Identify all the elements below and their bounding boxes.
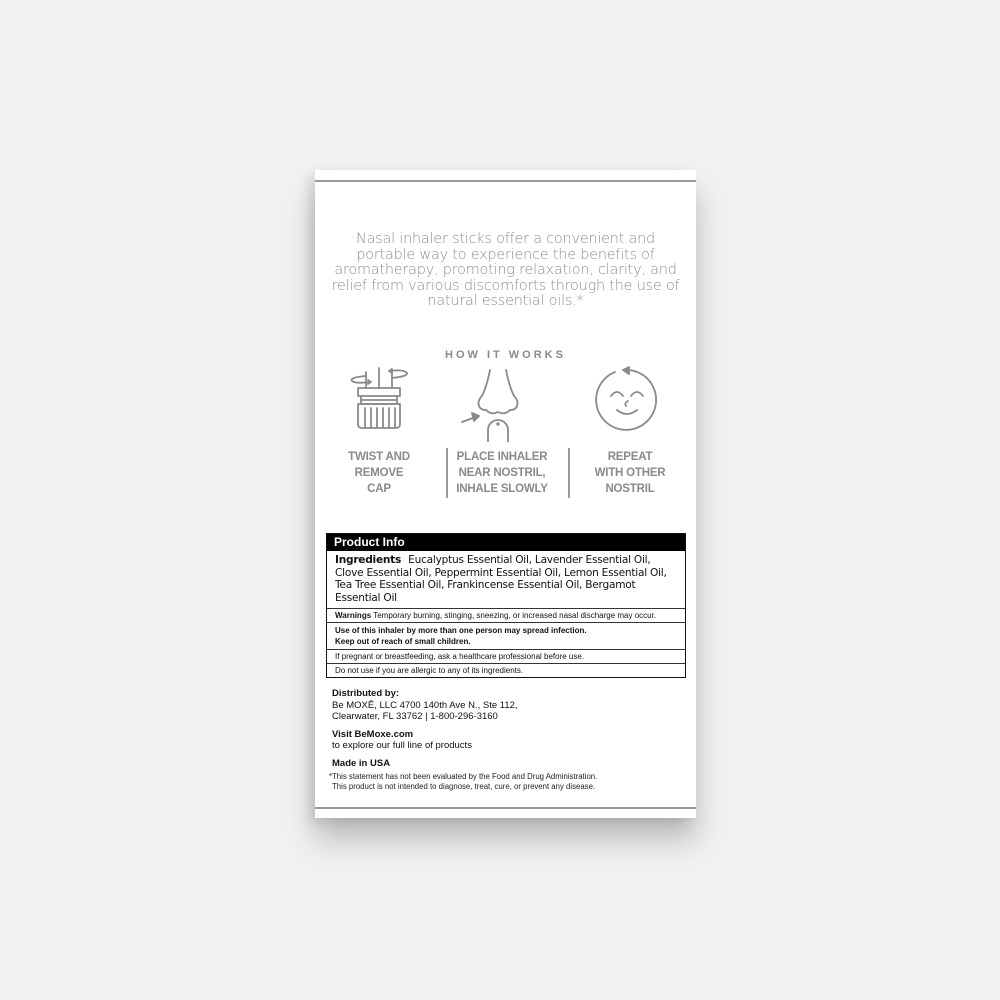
distributor-address-1: Be MOXĒ, LLC 4700 140th Ave N., Ste 112, xyxy=(332,699,518,711)
product-info-table xyxy=(326,533,686,678)
step-1-line-1: TWIST AND xyxy=(348,451,410,463)
bottom-fold-line xyxy=(315,807,696,809)
twist-cap-icon xyxy=(346,366,412,438)
warnings-text: Temporary burning, stinging, sneezing, or increased nasal discharge may occur. xyxy=(373,611,657,620)
children-warning: Keep out of reach of small children. xyxy=(335,637,471,646)
warnings-row xyxy=(327,608,685,622)
warnings-label: Warnings xyxy=(335,611,372,620)
ingredients-row xyxy=(327,551,685,608)
step-2-label xyxy=(447,449,557,497)
spread-infection-row xyxy=(327,622,685,649)
fda-disclaimer xyxy=(329,772,597,792)
ingredients-text: Eucalyptus Essential Oil, Lavender Essential Oil, Clove Essential Oil, Peppermint Essential Oil, Lemon Essential Oil, Tea Tree Essential Oil, Frankincense Essential Oil, Bergamot Essential Oil xyxy=(335,554,667,604)
product-box-back-panel xyxy=(315,170,696,818)
ingredients-label: Ingredients xyxy=(335,554,402,566)
disclaimer-line-2: This product is not intended to diagnose, treat, cure, or prevent any disease. xyxy=(332,782,596,791)
distributed-by-heading: Distributed by: xyxy=(332,688,400,699)
top-fold-line xyxy=(315,180,696,182)
step-2-line-3: INHALE SLOWLY xyxy=(456,483,548,495)
step-2-line-2: NEAR NOSTRIL, xyxy=(458,467,546,479)
visit-website-text: to explore our full line of products xyxy=(332,740,472,751)
step-divider-2 xyxy=(568,448,570,498)
step-1-line-3: CAP xyxy=(367,483,391,495)
distributor-address-2: Clearwater, FL 33762 | 1-800-296-3160 xyxy=(332,711,498,722)
distributor-block xyxy=(332,688,518,769)
step-3-line-1: REPEAT xyxy=(607,451,653,463)
visit-website-heading: Visit BeMoxe.com xyxy=(332,728,414,740)
made-in-usa: Made in USA xyxy=(332,757,391,769)
spread-warning: Use of this inhaler by more than one person may spread infection. xyxy=(335,626,587,635)
allergy-row: Do not use if you are allergic to any of its ingredients. xyxy=(327,663,685,677)
step-3-label xyxy=(575,449,685,497)
disclaimer-line-1: *This statement has not been evaluated by the Food and Drug Administration. xyxy=(329,772,598,781)
smiley-repeat-icon xyxy=(593,366,661,434)
step-2-line-1: PLACE INHALER xyxy=(456,451,548,463)
step-1-line-2: REMOVE xyxy=(354,467,404,479)
step-1-label xyxy=(324,449,434,497)
product-info-header: Product Info xyxy=(327,534,685,551)
intro-text: Nasal inhaler sticks offer a convenient and portable way to experience the benefits of aromatherapy, promoting relaxation, clarity, and relief from various discomforts through the use of natural essential oils.* xyxy=(331,231,680,310)
step-3-line-3: NOSTRIL xyxy=(605,483,655,495)
pregnant-row: If pregnant or breastfeeding, ask a healthcare professional before use. xyxy=(327,649,685,663)
step-3-line-2: WITH OTHER xyxy=(594,467,666,479)
how-it-works-title: HOW IT WORKS xyxy=(445,349,566,361)
nose-inhaler-icon xyxy=(460,366,532,442)
